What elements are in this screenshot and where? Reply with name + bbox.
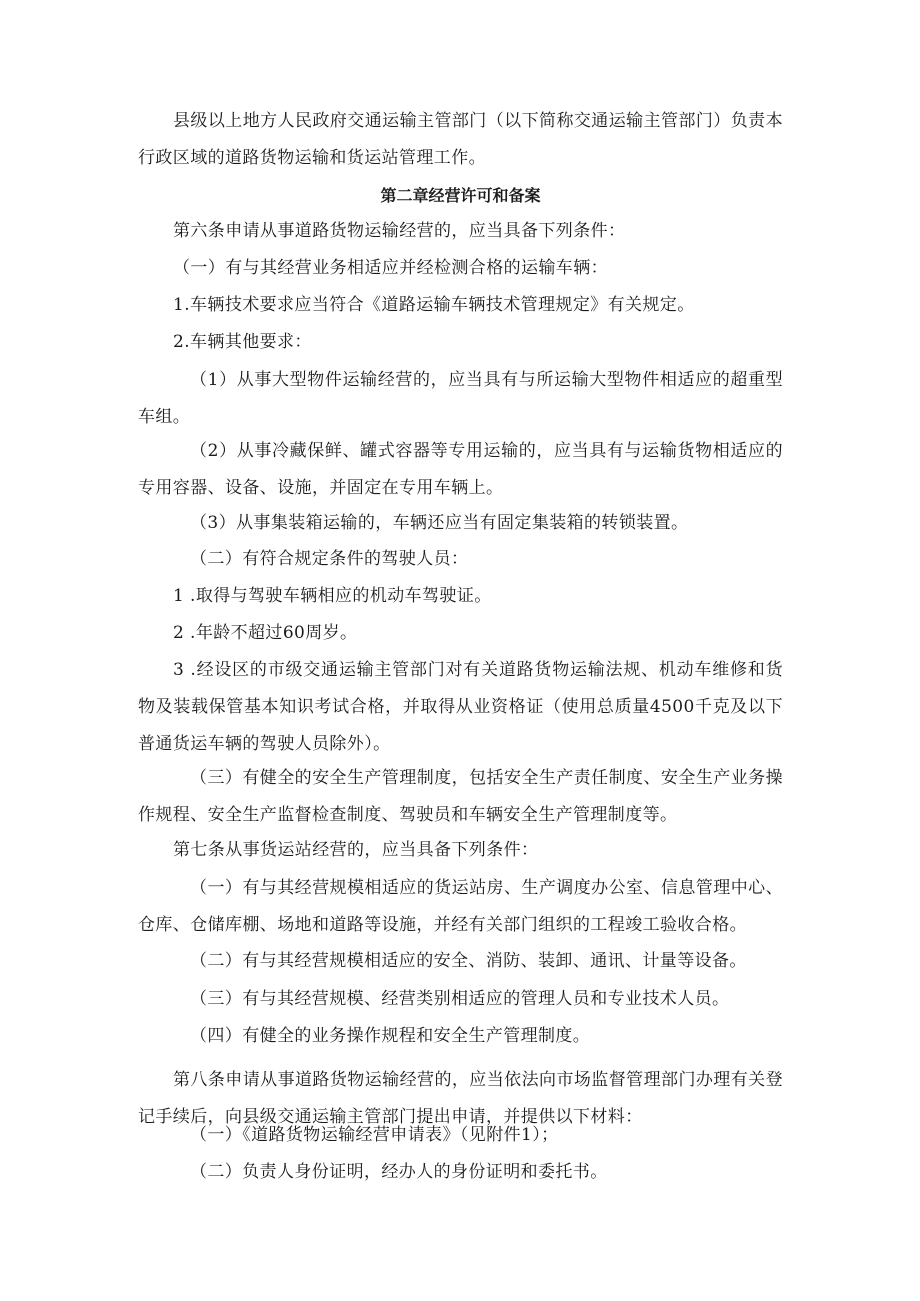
vehicle-item-container: （3）从事集装箱运输的，车辆还应当有固定集装箱的转锁装置。: [190, 513, 689, 533]
driver-requirement-1: 1 .取得与驾驶车辆相应的机动车驾驶证。: [173, 586, 492, 606]
vehicle-item-large-cargo: （1）从事大型物件运输经营的，应当具有与所运输大型物件相适应的超重型车组。: [138, 370, 783, 427]
vehicle-requirement-2: 2.车辆其他要求：: [173, 332, 312, 352]
condition-2-drivers: （二）有符合规定条件的驾驶人员：: [190, 549, 469, 569]
driver-requirement-2: 2 .年龄不超过60周岁。: [173, 623, 358, 643]
vehicle-requirement-1: 1.车辆技术要求应当符合《道路运输车辆技术管理规定》有关规定。: [173, 295, 695, 315]
driver-requirement-3: 3 .经设区的市级交通运输主管部门对有关道路货物运输法规、机动车维修和货物及装载保管基本知识考试合格，并取得从业资格证（使用总质量4500千克及以下普通货运车辆的驾驶人员除外）。: [138, 660, 783, 754]
article-8-intro: 第八条申请从事道路货物运输经营的，应当依法向市场监督管理部门办理有关登记手续后，向县级交通运输主管部门提出申请，并提供以下材料：: [138, 1070, 783, 1127]
chapter-heading: 第二章经营许可和备案: [380, 186, 541, 205]
material-1-application-form: （一）《道路货物运输经营申请表》（见附件1）；: [190, 1125, 559, 1145]
station-condition-1: （一）有与其经营规模相适应的货运站房、生产调度办公室、信息管理中心、仓库、仓储库棚、场地和道路等设施，并经有关部门组织的工程竣工验收合格。: [138, 878, 783, 935]
vehicle-item-refrigerated: （2）从事冷藏保鲜、罐式容器等专用运输的，应当具有与运输货物相适应的专用容器、设备、设施，并固定在专用车辆上。: [138, 441, 783, 498]
station-condition-3: （三）有与其经营规模、经营类别相适应的管理人员和专业技术人员。: [190, 989, 730, 1009]
material-2-identity: （二）负责人身份证明，经办人的身份证明和委托书。: [190, 1162, 608, 1182]
paragraph-authority: 县级以上地方人民政府交通运输主管部门（以下简称交通运输主管部门）负责本行政区域的道路货物运输和货运站管理工作。: [138, 111, 783, 168]
condition-1-vehicles: （一）有与其经营业务相适应并经检测合格的运输车辆：: [173, 258, 608, 278]
condition-3-safety: （三）有健全的安全生产管理制度，包括安全生产责任制度、安全生产业务操作规程、安全生产监督检查制度、驾驶员和车辆安全生产管理制度等。: [138, 768, 783, 825]
station-condition-4: （四）有健全的业务操作规程和安全生产管理制度。: [190, 1026, 591, 1046]
article-7-intro: 第七条从事货运站经营的，应当具备下列条件：: [173, 840, 539, 860]
article-6-intro: 第六条申请从事道路货物运输经营的，应当具备下列条件：: [173, 221, 626, 241]
station-condition-2: （二）有与其经营规模相适应的安全、消防、装卸、通讯、计量等设备。: [190, 951, 747, 971]
